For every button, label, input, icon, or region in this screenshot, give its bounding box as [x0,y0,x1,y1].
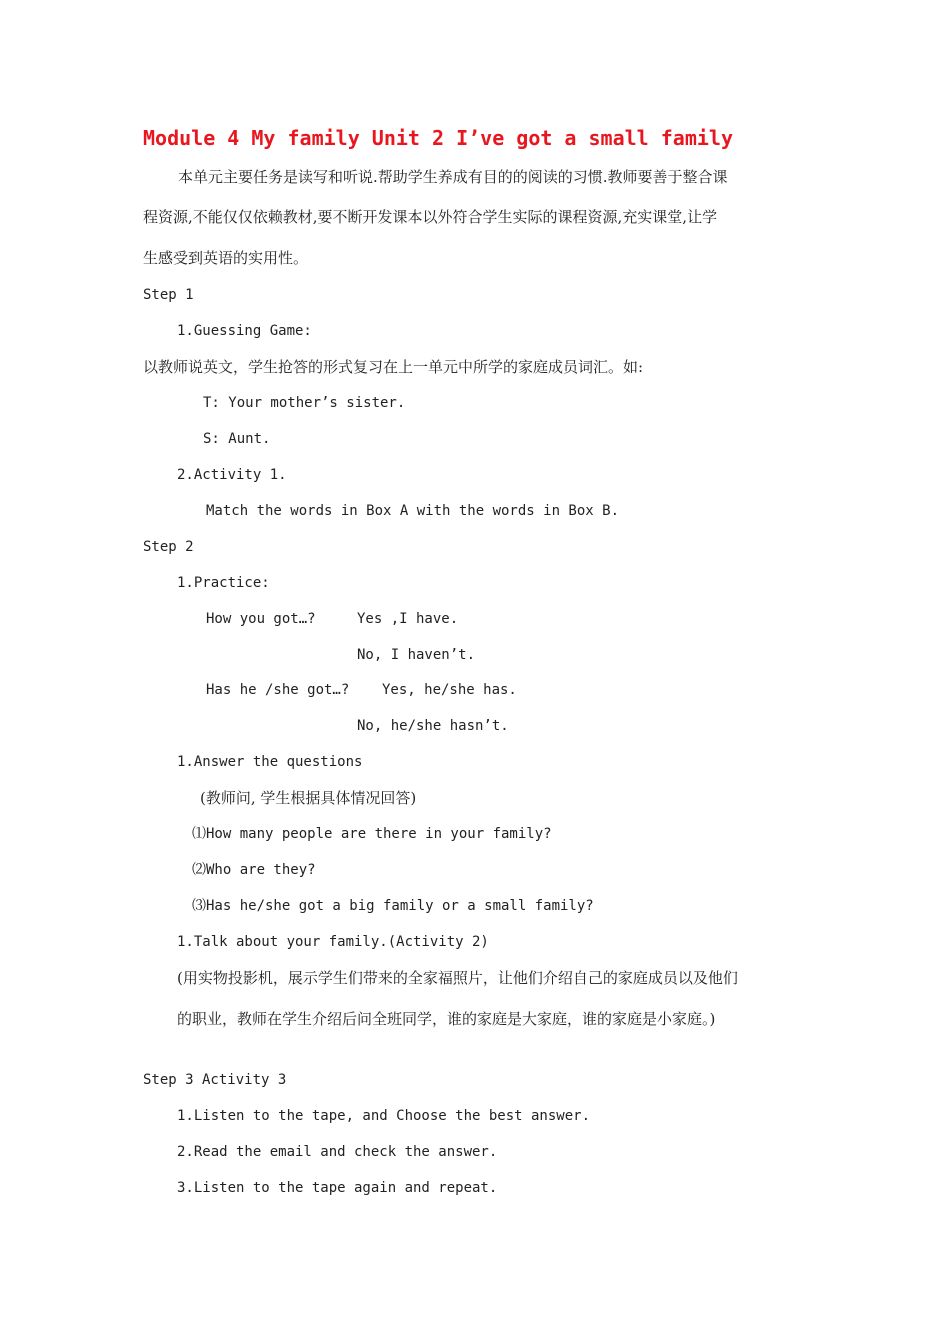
practice-answer-1-yes: Yes ,I have. [357,611,459,627]
step2-answer-note: (教师问, 学生根据具体情况回答) [200,789,417,807]
dialog-teacher: T: Your mother’s sister. [203,395,406,411]
step1-item1-desc: 以教师说英文，学生抢答的形式复习在上一单元中所学的家庭成员词汇。如: [143,358,644,376]
step2-talk: 1.Talk about your family.(Activity 2) [177,934,489,950]
question-1: ⑴How many people are there in your family? [192,826,552,842]
step1-item2-desc: Match the words in Box A with the words in Box B. [206,503,620,519]
intro-line-2: 程资源,不能仅仅依赖教材,要不断开发课本以外符合学生实际的课程资源,充实课堂,让学 [143,208,718,226]
practice-answer-1-no: No, I haven’t. [357,647,476,663]
practice-question-1: How you got…? [206,611,316,627]
question-3: ⑶Has he/she got a big family or a small family? [192,898,594,914]
practice-answer-2-yes: Yes, he/she has. [382,682,517,698]
step3-item2: 2.Read the email and check the answer. [177,1144,498,1160]
step2-talk-note-2: 的职业，教师在学生介绍后问全班同学，谁的家庭是大家庭，谁的家庭是小家庭。) [177,1010,716,1028]
step3-heading: Step 3 Activity 3 [143,1072,287,1088]
intro-line-3: 生感受到英语的实用性。 [143,249,309,267]
practice-question-2: Has he /she got…? [206,682,350,698]
step3-item3: 3.Listen to the tape again and repeat. [177,1180,498,1196]
dialog-student: S: Aunt. [203,431,271,447]
step1-heading: Step 1 [143,287,194,303]
step2-practice: 1.Practice: [177,575,270,591]
step2-talk-note-1: (用实物投影机，展示学生们带来的全家福照片，让他们介绍自己的家庭成员以及他们 [177,969,738,987]
question-2: ⑵Who are they? [192,862,316,878]
step2-answer: 1.Answer the questions [177,754,363,770]
step2-heading: Step 2 [143,539,194,555]
document-title: Module 4 My family Unit 2 I’ve got a small family [143,126,734,150]
intro-line-1: 本单元主要任务是读写和听说.帮助学生养成有目的的阅读的习惯.教师要善于整合课 [178,168,728,186]
practice-answer-2-no: No, he/she hasn’t. [357,718,509,734]
step1-item1: 1.Guessing Game: [177,323,312,339]
step1-item2: 2.Activity 1. [177,467,287,483]
step3-item1: 1.Listen to the tape, and Choose the best answer. [177,1108,591,1124]
